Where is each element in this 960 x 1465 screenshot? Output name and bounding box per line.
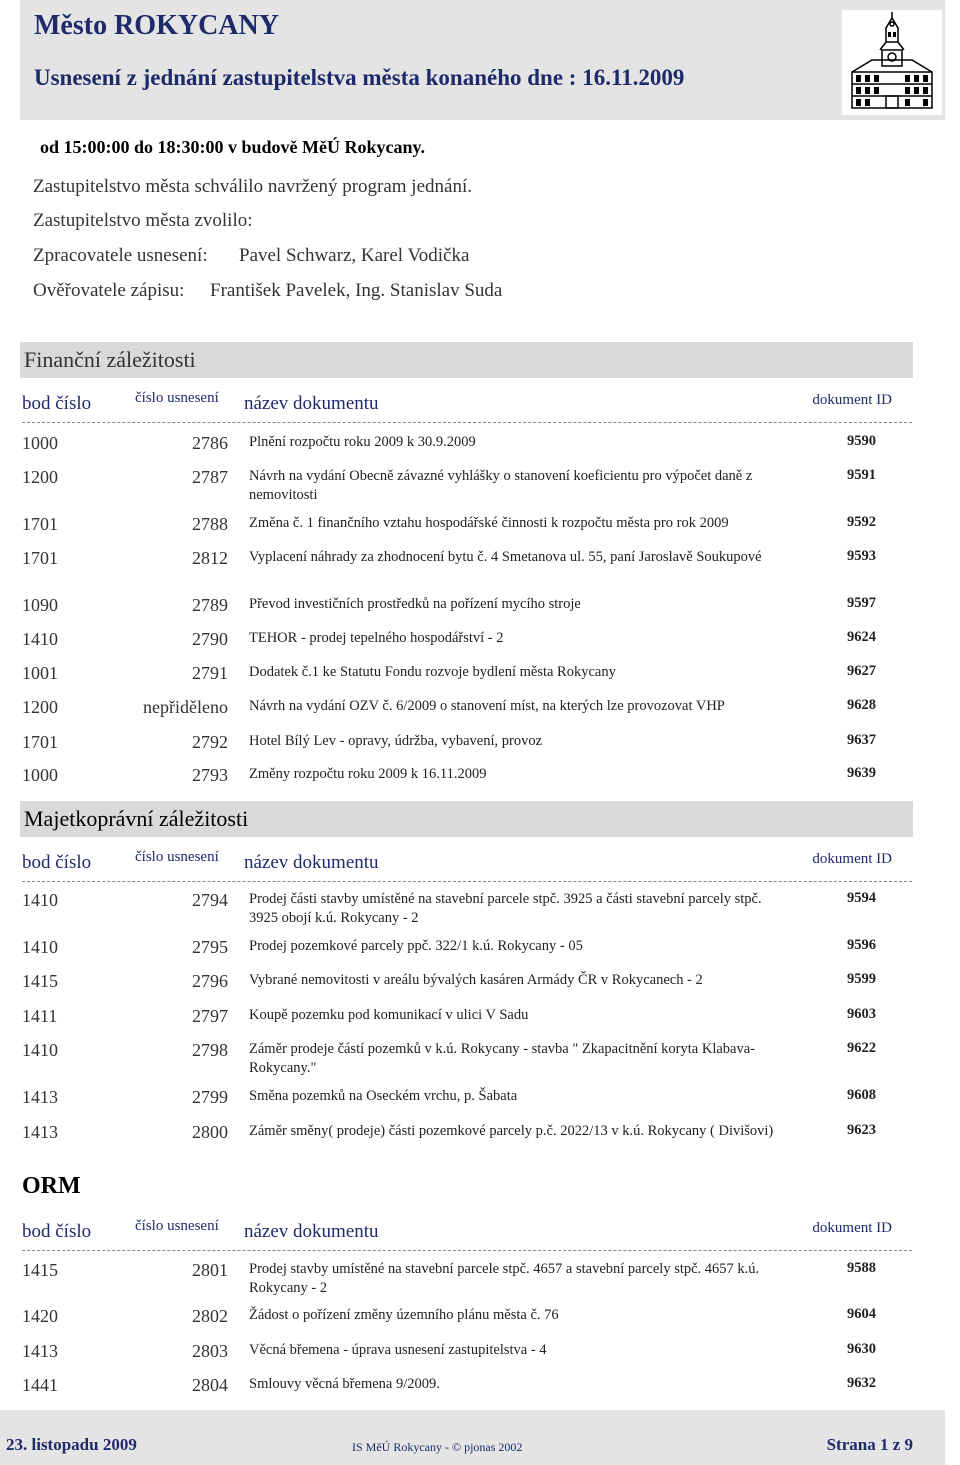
table-row	[0, 765, 960, 795]
cislo: 2797	[192, 1006, 228, 1026]
bod: 1441	[22, 1375, 58, 1395]
town-hall-logo	[842, 10, 942, 115]
doc-id: 9593	[847, 548, 876, 564]
cislo: 2786	[192, 433, 228, 453]
cislo: 2790	[192, 629, 228, 649]
section-title: Majetkoprávní záležitosti	[24, 806, 249, 831]
bod: 1413	[22, 1341, 58, 1361]
doc-id: 9608	[847, 1087, 876, 1103]
cislo: 2801	[192, 1260, 228, 1280]
nazev: Prodej pozemkové parcely ppč. 322/1 k.ú. Rokycany - 05	[249, 938, 583, 954]
col-header-doc: dokument ID	[812, 851, 892, 867]
table-row	[0, 663, 960, 693]
nazev: Záměr prodeje částí pozemků v k.ú. Rokycany - stavba " Zkapacitnění koryta Klabava- Rokycany."	[249, 1041, 755, 1076]
nazev: Vyplacení náhrady za zhodnocení bytu č. 4 Smetanova ul. 55, paní Jaroslavě Soukupové	[249, 549, 762, 565]
doc-id: 9597	[847, 595, 876, 611]
table-row	[0, 629, 960, 659]
processors-value: Pavel Schwarz, Karel Vodička	[239, 245, 470, 266]
town-hall-icon	[842, 10, 942, 115]
col-header-doc: dokument ID	[812, 1220, 892, 1236]
doc-id: 9599	[847, 971, 876, 987]
divider	[22, 881, 912, 882]
footer-date: 23. listopadu 2009	[6, 1435, 137, 1454]
col-header-cislo: číslo usnesení	[135, 849, 219, 865]
nazev: Hotel Bílý Lev - opravy, údržba, vybavení, provoz	[249, 733, 543, 749]
footer-system: IS MěÚ Rokycany - © pjonas 2002	[352, 1440, 523, 1454]
col-header-nazev: název dokumentu	[244, 1221, 379, 1242]
bod: 1000	[22, 765, 58, 785]
bod: 1410	[22, 937, 58, 957]
nazev: Návrh na vydání OZV č. 6/2009 o stanovení míst, na kterých lze provozovat VHP	[249, 698, 725, 714]
cislo: 2803	[192, 1341, 228, 1361]
bod: 1410	[22, 890, 58, 910]
cislo: 2798	[192, 1040, 228, 1060]
bod: 1415	[22, 1260, 58, 1280]
table-row	[0, 548, 960, 578]
cislo: 2799	[192, 1087, 228, 1107]
bod: 1000	[22, 433, 58, 453]
table-row	[0, 1341, 960, 1371]
doc-id: 9591	[847, 467, 876, 483]
table-row	[0, 467, 960, 503]
cislo: 2812	[192, 548, 228, 568]
table-row	[0, 1040, 960, 1076]
col-header-nazev: název dokumentu	[244, 852, 379, 873]
doc-id: 9622	[847, 1040, 876, 1056]
cislo: nepřiděleno	[143, 697, 228, 717]
bod: 1420	[22, 1306, 58, 1326]
bod: 1411	[22, 1006, 58, 1026]
table-row	[0, 890, 960, 926]
section-orm-title: ORM	[22, 1173, 81, 1199]
doc-id: 9623	[847, 1122, 876, 1138]
verifiers-label: Ověřovatele zápisu:	[33, 280, 185, 301]
table-row	[0, 971, 960, 1001]
table-row	[0, 1375, 960, 1405]
doc-id: 9603	[847, 1006, 876, 1022]
nazev: Smlouvy věcná břemena 9/2009.	[249, 1376, 440, 1392]
nazev: Změna č. 1 finančního vztahu hospodářské činnosti k rozpočtu města pro rok 2009	[249, 515, 729, 531]
table-row	[0, 1087, 960, 1117]
cislo: 2804	[192, 1375, 228, 1395]
nazev: Prodej části stavby umístěné na stavební parcele stpč. 3925 a části stavební parcely stpč. 3925 obojí k.ú. Rokycany - 2	[249, 891, 762, 926]
nazev: Prodej stavby umístěné na stavební parcele stpč. 4657 a stavební parcely stpč. 4657 k.ú. Rokycany - 2	[249, 1261, 760, 1296]
col-header-bod: bod číslo	[22, 852, 92, 873]
nazev: Záměr směny( prodeje) části pozemkové parcely p.č. 2022/13 v k.ú. Rokycany ( Divišovi)	[249, 1123, 774, 1139]
doc-id: 9630	[847, 1341, 876, 1357]
page-footer	[0, 1410, 945, 1465]
col-header-cislo: číslo usnesení	[135, 1218, 219, 1234]
table-row	[0, 937, 960, 967]
doc-id: 9632	[847, 1375, 876, 1391]
bod: 1413	[22, 1122, 58, 1142]
doc-id: 9590	[847, 433, 876, 449]
verifiers-value: František Pavelek, Ing. Stanislav Suda	[210, 280, 503, 301]
nazev: Návrh na vydání Obecně závazné vyhlášky o stanovení koeficientu pro výpočet daně z nemovitosti	[249, 468, 753, 503]
nazev: Vybrané nemovitosti v areálu bývalých kasáren Armády ČR v Rokycanech - 2	[249, 972, 703, 988]
table-row	[0, 595, 960, 625]
bod: 1410	[22, 1040, 58, 1060]
col-header-bod: bod číslo	[22, 1221, 92, 1242]
doc-id: 9624	[847, 629, 876, 645]
nazev: Plnění rozpočtu roku 2009 k 30.9.2009	[249, 434, 476, 450]
table-row	[0, 732, 960, 762]
divider	[22, 422, 912, 423]
bod: 1701	[22, 514, 58, 534]
section-title: Finanční záležitosti	[24, 347, 196, 372]
cislo: 2788	[192, 514, 228, 534]
cislo: 2800	[192, 1122, 228, 1142]
bod: 1200	[22, 697, 58, 717]
cislo: 2796	[192, 971, 228, 991]
cislo: 2792	[192, 732, 228, 752]
processors-label: Zpracovatele usnesení:	[33, 245, 208, 266]
nazev: Žádost o pořízení změny územního plánu města č. 76	[249, 1307, 559, 1323]
nazev: Změny rozpočtu roku 2009 k 16.11.2009	[249, 766, 487, 782]
doc-id: 9637	[847, 732, 876, 748]
col-header-doc: dokument ID	[812, 392, 892, 408]
bod: 1413	[22, 1087, 58, 1107]
town-title: Město ROKYCANY	[34, 10, 279, 41]
table-row	[0, 1260, 960, 1296]
cislo: 2795	[192, 937, 228, 957]
doc-id: 9596	[847, 937, 876, 953]
table-row	[0, 433, 960, 463]
elected-heading: Zastupitelstvo města zvolilo:	[33, 210, 253, 231]
cislo: 2794	[192, 890, 228, 910]
doc-id: 9592	[847, 514, 876, 530]
section-financial	[20, 342, 913, 378]
bod: 1410	[22, 629, 58, 649]
doc-id: 9627	[847, 663, 876, 679]
cislo: 2791	[192, 663, 228, 683]
cislo: 2789	[192, 595, 228, 615]
bod: 1200	[22, 467, 58, 487]
bod: 1701	[22, 548, 58, 568]
table-row	[0, 1306, 960, 1336]
bod: 1001	[22, 663, 58, 683]
doc-id: 9588	[847, 1260, 876, 1276]
doc-id: 9594	[847, 890, 876, 906]
table-row	[0, 1122, 960, 1152]
divider	[22, 1250, 912, 1251]
nazev: Věcná břemena - úprava usnesení zastupitelstva - 4	[249, 1342, 547, 1358]
nazev: Převod investičních prostředků na pořízení mycího stroje	[249, 596, 581, 612]
doc-id: 9639	[847, 765, 876, 781]
program-approval: Zastupitelstvo města schválilo navržený program jednání.	[33, 176, 472, 197]
nazev: Směna pozemků na Oseckém vrchu, p. Šabata	[249, 1088, 518, 1104]
bod: 1415	[22, 971, 58, 991]
table-row	[0, 697, 960, 727]
nazev: TEHOR - prodej tepelného hospodářství - 2	[249, 630, 504, 646]
col-header-cislo: číslo usnesení	[135, 390, 219, 406]
col-header-bod: bod číslo	[22, 393, 92, 414]
footer-page-number: Strana 1 z 9	[826, 1435, 913, 1454]
meeting-time-place: od 15:00:00 do 18:30:00 v budově MěÚ Rokycany.	[40, 137, 426, 157]
col-header-nazev: název dokumentu	[244, 393, 379, 414]
section-property	[20, 801, 913, 837]
meeting-title: Usnesení z jednání zastupitelstva města konaného dne : 16.11.2009	[34, 65, 685, 90]
nazev: Koupě pozemku pod komunikací v ulici V Sadu	[249, 1007, 529, 1023]
cislo: 2802	[192, 1306, 228, 1326]
table-row	[0, 514, 960, 544]
cislo: 2787	[192, 467, 228, 487]
bod: 1090	[22, 595, 58, 615]
doc-id: 9628	[847, 697, 876, 713]
table-row	[0, 1006, 960, 1036]
doc-id: 9604	[847, 1306, 876, 1322]
bod: 1701	[22, 732, 58, 752]
nazev: Dodatek č.1 ke Statutu Fondu rozvoje bydlení města Rokycany	[249, 664, 616, 680]
cislo: 2793	[192, 765, 228, 785]
